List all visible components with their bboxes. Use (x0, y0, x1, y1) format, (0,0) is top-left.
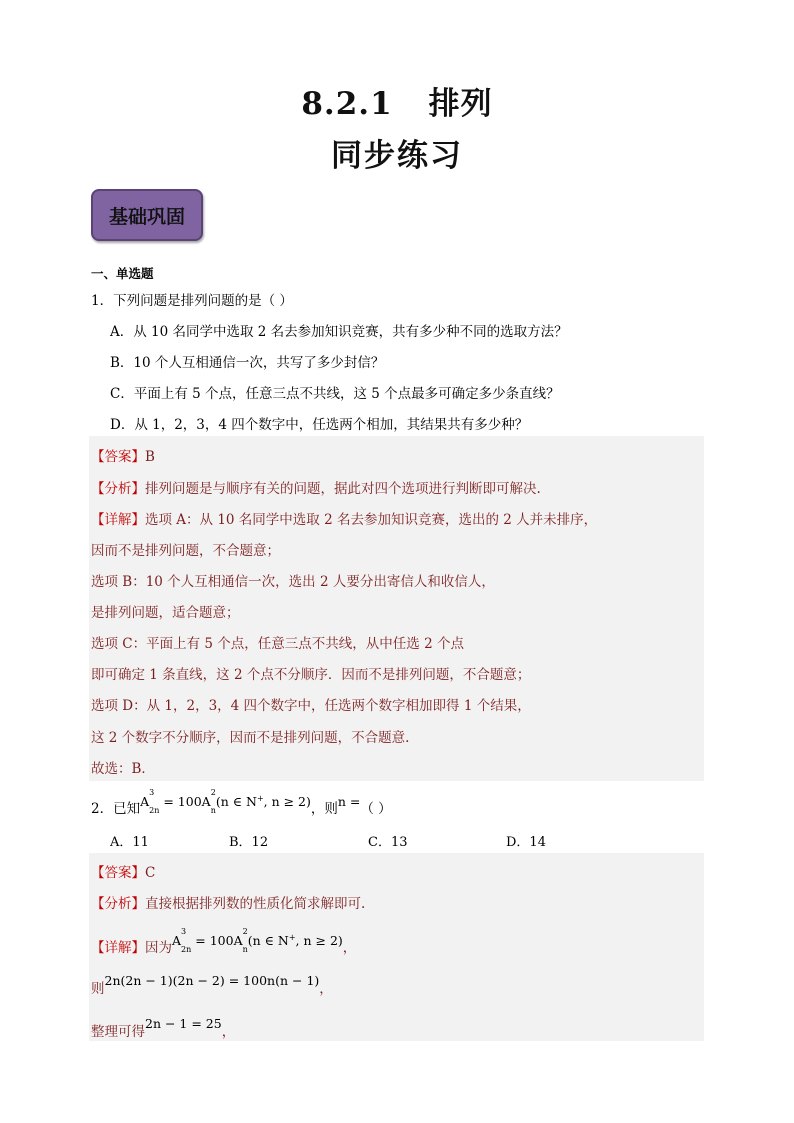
q2-detail-formula: A 3 $_{2n}$ = 100A 2 $_n$(n ∈ N+, n ≥ 2) (172, 927, 343, 954)
answer-label: 【答案】 (91, 449, 145, 465)
q1-analysis (91, 477, 541, 497)
question-1-option-c: C．平面上有 5 个点，任意三点不共线，这 5 个点最多可确定多少条直线？ (110, 386, 560, 402)
detail-label: 【详解】 (91, 940, 145, 956)
analysis-text: 排列问题是与顺序有关的问题，据此对四个选项进行判断即可解决. (145, 481, 541, 497)
question-1-option-d: D．从 1，2，3，4 四个数字中，任选两个相加，其结果共有多少种？ (110, 417, 529, 433)
q1-detail-line-3: 选项 B：10 个人互相通信一次，选出 2 人要分出寄信人和收信人， (91, 574, 495, 590)
question-2-stem (91, 788, 392, 818)
q2-stem-mid: ，则 (310, 801, 338, 817)
section-badge: 基础巩固 (91, 189, 203, 241)
q2-line3-formula: 2n − 1 = 25 (145, 1016, 222, 1031)
question-1-option-a: A．从 10 名同学中选取 2 名去参加知识竞赛，共有多少种不同的选取方法？ (110, 324, 568, 340)
detail-prefix: 因为 (145, 940, 172, 956)
q1-detail-line-9: 故选：B． (91, 761, 155, 777)
q2-option-d: D．14 (506, 835, 546, 850)
section-heading: 一、单选题 (91, 266, 154, 281)
q2-analysis (91, 892, 365, 912)
question-1-option-b: B．10 个人互相通信一次，共写了多少封信？ (110, 355, 385, 371)
q2-detail-line-2: 则2n(2n − 1)(2n − 2) = 100n(n − 1)， (91, 973, 333, 997)
answer-value: B (145, 449, 155, 465)
title-number: 8.2.1 (301, 86, 393, 122)
q2-formula: A 3 $_{2n}$ = 100A 2 $_n$(n ∈ N+, n ≥ 2) (140, 788, 311, 815)
q2-option-b: B．12 (229, 835, 269, 850)
detail-text: 选项 A：从 10 名同学中选取 2 名去参加知识竞赛，选出的 2 人并未排序， (145, 512, 598, 528)
q2-line2-formula: 2n(2n − 1)(2n − 2) = 100n(n − 1) (104, 973, 320, 988)
answer-label: 【答案】 (91, 865, 145, 881)
answer-value: C (145, 865, 156, 881)
line2-prefix: 则 (91, 981, 105, 997)
q2-detail-line-3: 整理可得2n − 1 = 25， (91, 1016, 236, 1040)
q1-detail-line-5: 选项 C：平面上有 5 个点，任意三点不共线，从中任选 2 个点 (91, 636, 464, 652)
q2-answer (91, 861, 155, 881)
q1-detail-line-7: 选项 D：从 1，2，3，4 四个数字中，任选两个数字相加即得 1 个结果， (91, 698, 531, 714)
q1-detail-line-6: 即可确定 1 条直线，这 2 个点不分顺序．因而不是排列问题，不合题意； (91, 667, 531, 683)
page-title (0, 78, 794, 123)
q2-stem-suffix: （ ） (360, 801, 392, 817)
q1-answer (91, 445, 155, 465)
q2-n-equals: n = (337, 794, 361, 809)
q2-stem-prefix: 2．已知 (91, 801, 141, 817)
q2-option-a: A．11 (110, 835, 149, 850)
page-subtitle: 同步练习 (331, 138, 463, 174)
q1-detail-line-8: 这 2 个数字不分顺序，因而不是排列问题，不合题意. (91, 730, 410, 746)
question-1-stem: 1．下列问题是排列问题的是（ ） (91, 293, 293, 309)
q2-option-c: C．13 (368, 835, 408, 850)
q1-detail-line-4: 是排列问题，适合题意； (91, 605, 240, 621)
analysis-label: 【分析】 (91, 481, 145, 497)
analysis-label: 【分析】 (91, 896, 145, 912)
q2-detail-line-1: 【详解】因为A 3 $_{2n}$ = 100A 2 $_n$(n ∈ N+, n ≥ 2)， (91, 927, 357, 956)
q1-detail-line-1 (91, 508, 597, 528)
detail-label: 【详解】 (91, 512, 145, 528)
analysis-text: 直接根据排列数的性质化简求解即可. (145, 896, 366, 912)
q1-detail-line-2: 因而不是排列问题，不合题意； (91, 543, 280, 559)
line3-prefix: 整理可得 (91, 1024, 145, 1040)
title-text: 排列 (428, 86, 493, 122)
